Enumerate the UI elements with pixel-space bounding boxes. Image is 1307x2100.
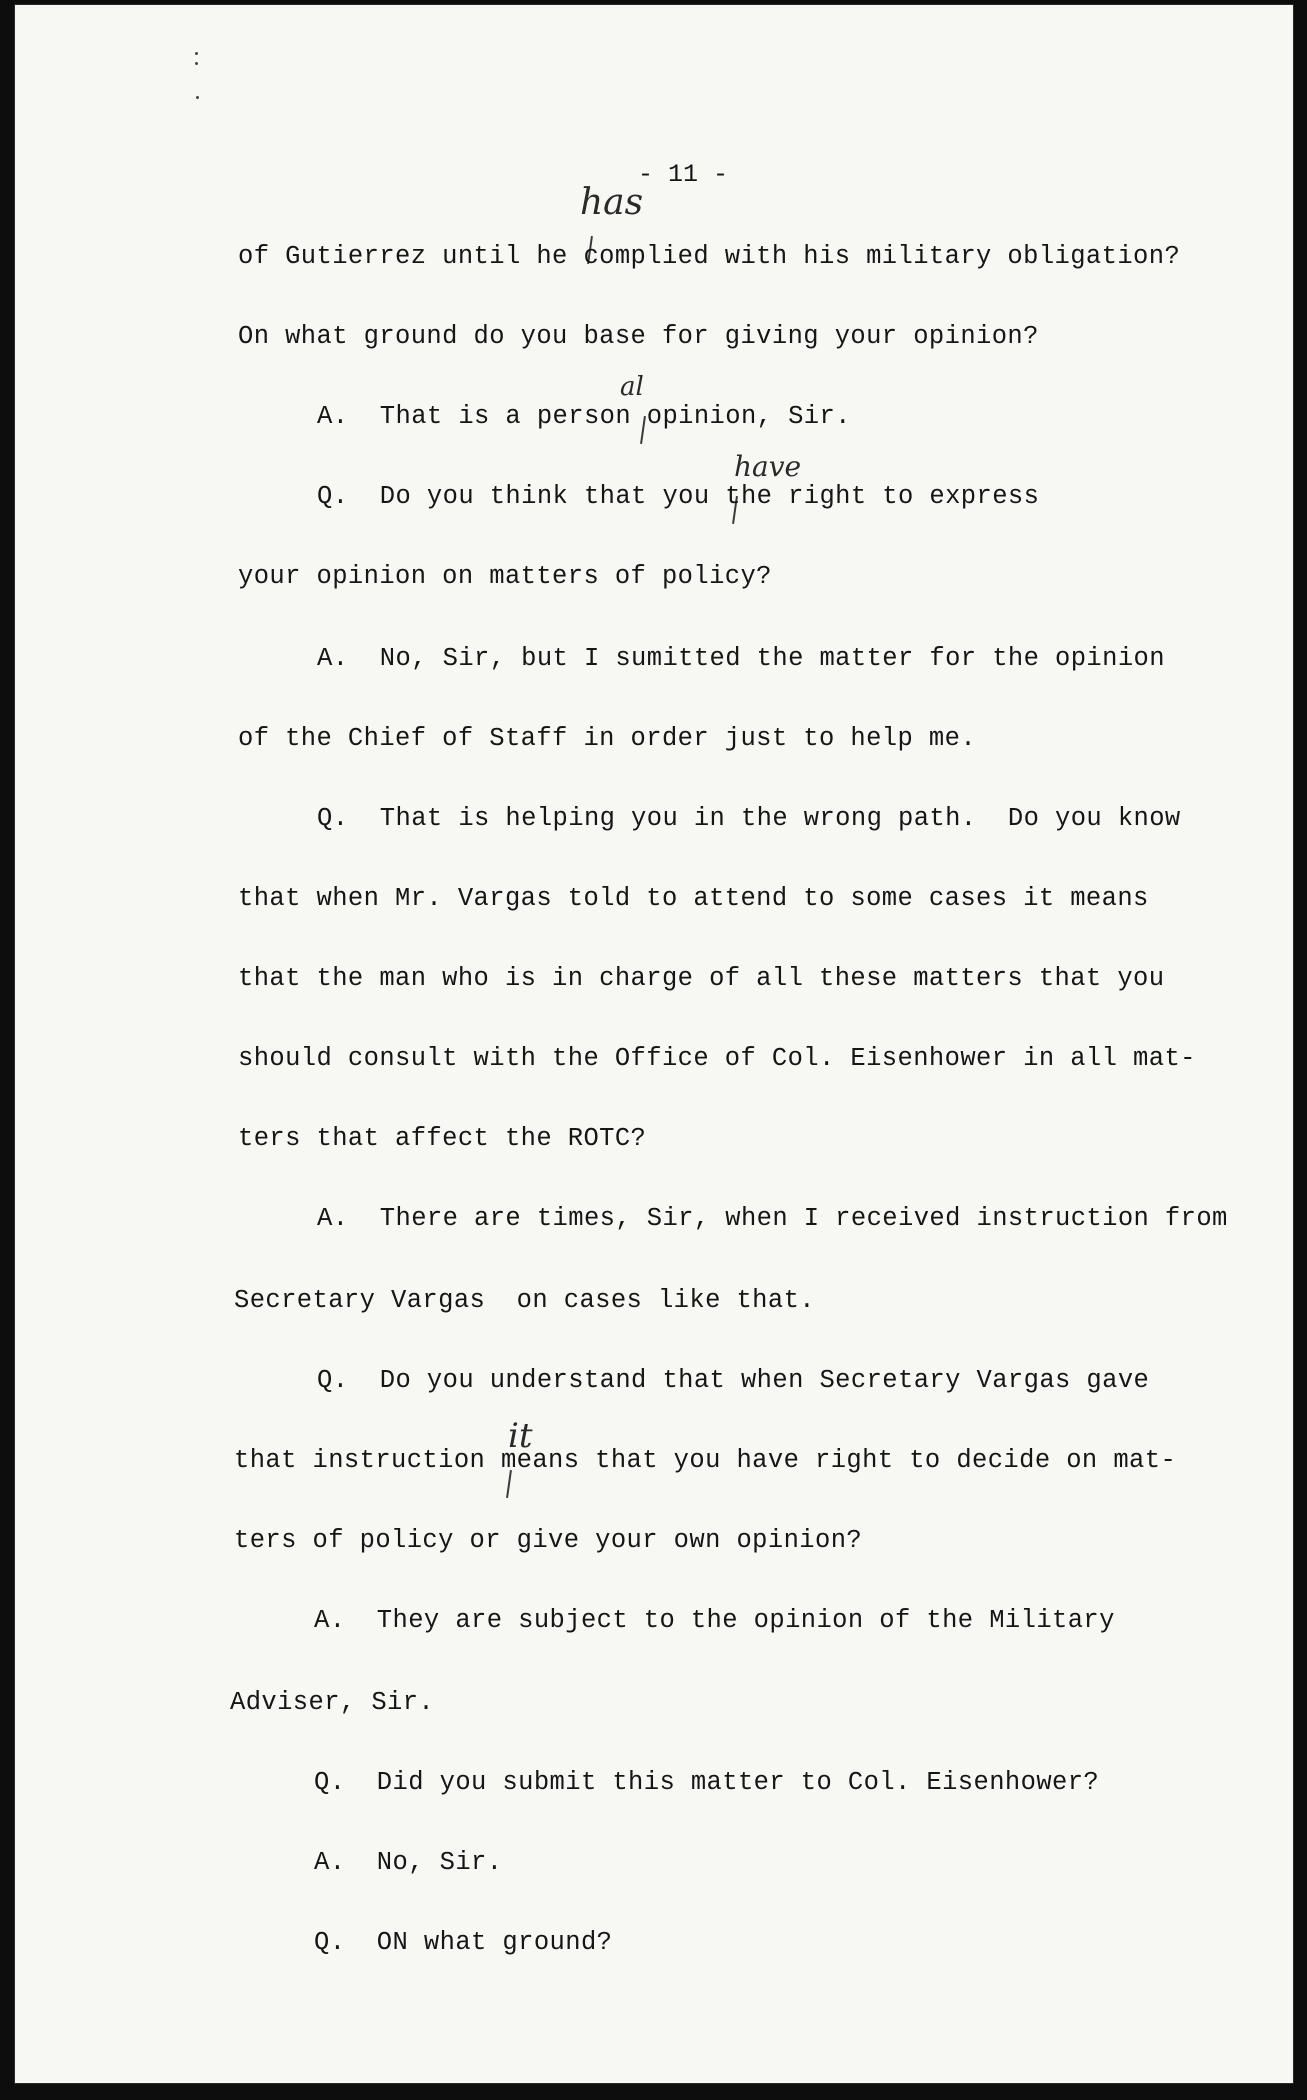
text-line: Q. That is helping you in the wrong path. Do you know bbox=[317, 804, 1181, 833]
text-line: should consult with the Office of Col. Eisenhower in all mat- bbox=[238, 1044, 1196, 1073]
text-line: ters that affect the ROTC? bbox=[238, 1124, 647, 1153]
handwritten-it: it bbox=[508, 1416, 533, 1456]
text-line: of the Chief of Staff in order just to help me. bbox=[238, 724, 977, 753]
scan-speck bbox=[195, 52, 198, 55]
document-page bbox=[14, 4, 1294, 2084]
text-line: that the man who is in charge of all these matters that you bbox=[238, 964, 1165, 993]
handwritten-al: al bbox=[620, 372, 644, 402]
scan-speck bbox=[196, 96, 199, 99]
text-line: A. No, Sir. bbox=[314, 1848, 503, 1877]
scan-speck bbox=[195, 62, 198, 65]
text-line: your opinion on matters of policy? bbox=[238, 562, 772, 591]
page-number: - 11 - bbox=[638, 160, 729, 189]
text-line: A. No, Sir, but I sumitted the matter for the opinion bbox=[317, 644, 1165, 673]
text-line: A. There are times, Sir, when I received instruction from bbox=[317, 1204, 1228, 1233]
handwritten-has: has bbox=[580, 182, 644, 223]
text-line: On what ground do you base for giving your opinion? bbox=[238, 322, 1039, 351]
text-line: Secretary Vargas on cases like that. bbox=[234, 1286, 815, 1315]
text-line: that when Mr. Vargas told to attend to some cases it means bbox=[238, 884, 1149, 913]
text-line: of Gutierrez until he complied with his military obligation? bbox=[238, 242, 1181, 271]
text-line: that instruction means that you have right to decide on mat- bbox=[234, 1446, 1177, 1475]
text-line: Q. ON what ground? bbox=[314, 1928, 613, 1957]
handwritten-have: have bbox=[734, 450, 802, 483]
text-line: Q. Did you submit this matter to Col. Eisenhower? bbox=[314, 1768, 1100, 1797]
text-line: Q. Do you think that you the right to express bbox=[317, 482, 1040, 511]
text-line: Adviser, Sir. bbox=[230, 1688, 435, 1717]
text-line: A. That is a person opinion, Sir. bbox=[317, 402, 851, 431]
text-line: ters of policy or give your own opinion? bbox=[234, 1526, 863, 1555]
text-line: Q. Do you understand that when Secretary Vargas gave bbox=[317, 1366, 1150, 1395]
text-line: A. They are subject to the opinion of the Military bbox=[314, 1606, 1115, 1635]
